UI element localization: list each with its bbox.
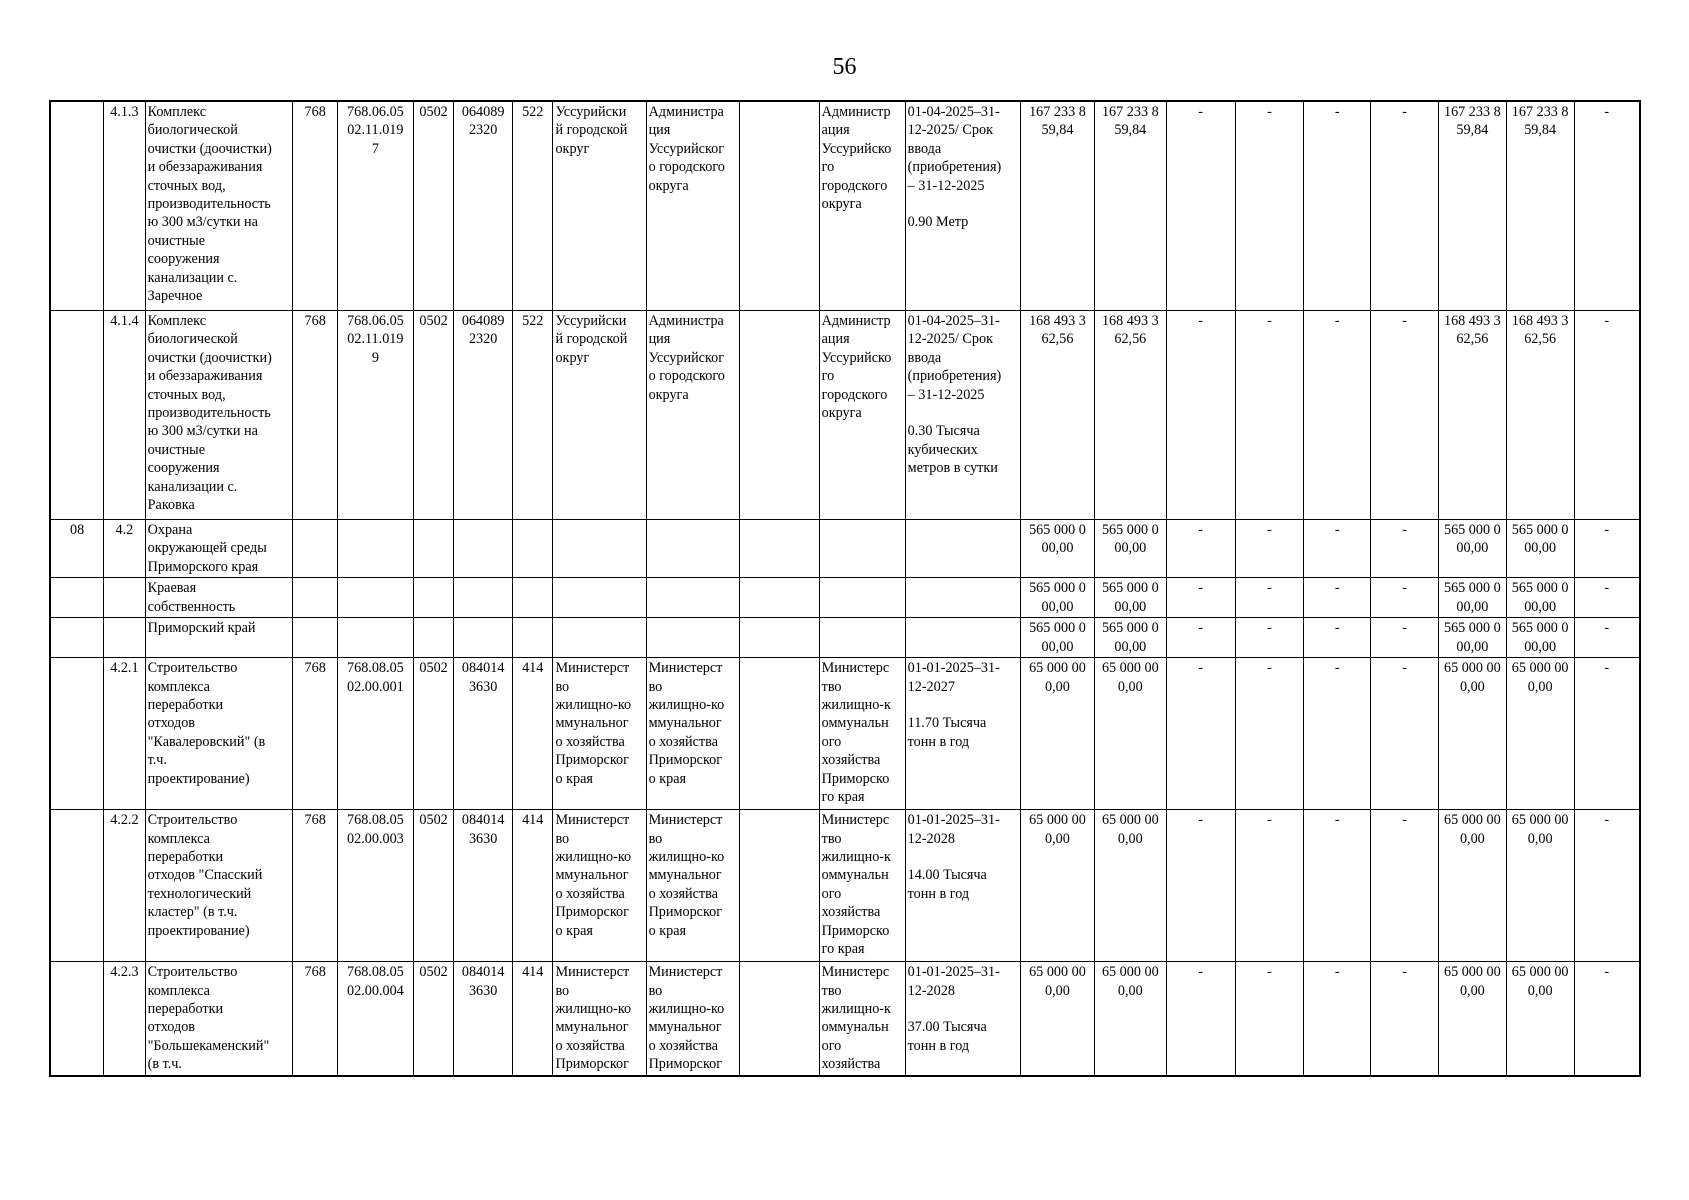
item-number-cell: 4.2.2	[104, 810, 145, 962]
amount-cell: 65 000 00 0,00	[1438, 962, 1506, 1076]
dash-cell: -	[1371, 578, 1439, 618]
dash-cell: -	[1166, 101, 1235, 311]
section-subsection-cell: 0502	[413, 658, 453, 810]
dash-cell: -	[1574, 962, 1640, 1076]
customer-cell: Администра ция Уссурийског о городского округа	[646, 101, 739, 311]
item-number-cell	[104, 578, 145, 618]
section-code-cell	[50, 311, 104, 520]
amount-cell: 565 000 0 00,00	[1094, 578, 1166, 618]
dash-cell: -	[1166, 962, 1235, 1076]
grbs-code-cell: 768	[293, 311, 338, 520]
dash-cell: -	[1166, 658, 1235, 810]
amount-cell: 565 000 0 00,00	[1438, 578, 1506, 618]
dash-cell: -	[1304, 962, 1371, 1076]
dash-cell: -	[1371, 311, 1439, 520]
item-name-cell: Приморский край	[145, 618, 293, 658]
section-code-cell	[50, 618, 104, 658]
grbs-code-cell	[293, 578, 338, 618]
amount-cell: 565 000 0 00,00	[1021, 618, 1095, 658]
dash-cell: -	[1166, 311, 1235, 520]
amount-cell: 168 493 3 62,56	[1021, 311, 1095, 520]
amount-cell: 565 000 0 00,00	[1438, 520, 1506, 578]
object-code-cell: 768.06.05 02.11.019 9	[337, 311, 413, 520]
target-article-cell: 064089 2320	[454, 101, 513, 311]
section-code-cell	[50, 658, 104, 810]
empty-cell	[739, 618, 819, 658]
amount-cell: 565 000 0 00,00	[1506, 520, 1574, 578]
target-article-cell	[454, 578, 513, 618]
dash-cell: -	[1371, 810, 1439, 962]
amount-cell: 167 233 8 59,84	[1094, 101, 1166, 311]
target-article-cell	[454, 618, 513, 658]
dash-cell: -	[1574, 520, 1640, 578]
terms-capacity-cell: 01-04-2025–31- 12-2025/ Срок ввода (приобретения) – 31-12-2025 0.90 Метр	[905, 101, 1020, 311]
dash-cell: -	[1371, 618, 1439, 658]
amount-cell: 65 000 00 0,00	[1094, 810, 1166, 962]
amount-cell: 65 000 00 0,00	[1506, 658, 1574, 810]
amount-cell: 65 000 00 0,00	[1506, 810, 1574, 962]
amount-cell: 65 000 00 0,00	[1094, 658, 1166, 810]
expense-type-cell: 522	[512, 101, 552, 311]
dash-cell: -	[1235, 810, 1304, 962]
object-code-cell	[337, 578, 413, 618]
dash-cell: -	[1235, 658, 1304, 810]
section-subsection-cell: 0502	[413, 962, 453, 1076]
section-subsection-cell: 0502	[413, 810, 453, 962]
object-code-cell: 768.08.05 02.00.004	[337, 962, 413, 1076]
object-code-cell	[337, 520, 413, 578]
empty-cell	[739, 578, 819, 618]
dash-cell: -	[1574, 578, 1640, 618]
target-article-cell: 084014 3630	[454, 962, 513, 1076]
dash-cell: -	[1235, 311, 1304, 520]
grbs-code-cell	[293, 520, 338, 578]
location-cell	[553, 578, 646, 618]
customer-cell	[646, 520, 739, 578]
dash-cell: -	[1166, 578, 1235, 618]
table-row	[50, 810, 1640, 962]
amount-cell: 168 493 3 62,56	[1094, 311, 1166, 520]
item-name-cell: Комплекс биологической очистки (доочистки) и обеззараживания сточных вод, производительность ю 300 м3/сутки на очистные сооружения канализации с. Заречное	[145, 101, 293, 311]
dash-cell: -	[1235, 962, 1304, 1076]
executor-cell: Администр ация Уссурийско го городского округа	[819, 101, 905, 311]
item-name-cell: Строительство комплекса переработки отходов "Спасский технологический кластер" (в т.ч. проектирование)	[145, 810, 293, 962]
dash-cell: -	[1574, 810, 1640, 962]
executor-cell: Министерс тво жилищно-к оммунальн ого хозяйства	[819, 962, 905, 1076]
location-cell	[553, 520, 646, 578]
empty-cell	[739, 520, 819, 578]
executor-cell	[819, 520, 905, 578]
location-cell: Уссурийски й городской округ	[553, 101, 646, 311]
dash-cell: -	[1371, 520, 1439, 578]
amount-cell: 65 000 00 0,00	[1021, 962, 1095, 1076]
item-name-cell: Строительство комплекса переработки отходов "Большекаменский" (в т.ч.	[145, 962, 293, 1076]
item-number-cell: 4.2	[104, 520, 145, 578]
terms-capacity-cell	[905, 618, 1020, 658]
dash-cell: -	[1574, 658, 1640, 810]
dash-cell: -	[1371, 101, 1439, 311]
location-cell: Уссурийски й городской округ	[553, 311, 646, 520]
amount-cell: 65 000 00 0,00	[1438, 658, 1506, 810]
section-subsection-cell	[413, 618, 453, 658]
amount-cell: 65 000 00 0,00	[1094, 962, 1166, 1076]
location-cell: Министерст во жилищно-ко ммунальног о хозяйства Приморског	[553, 962, 646, 1076]
expense-type-cell	[512, 578, 552, 618]
executor-cell: Министерс тво жилищно-к оммунальн ого хозяйства Приморско го края	[819, 810, 905, 962]
section-code-cell	[50, 578, 104, 618]
dash-cell: -	[1235, 101, 1304, 311]
empty-cell	[739, 962, 819, 1076]
executor-cell: Министерс тво жилищно-к оммунальн ого хозяйства Приморско го края	[819, 658, 905, 810]
empty-cell	[739, 101, 819, 311]
customer-cell: Министерст во жилищно-ко ммунальног о хозяйства Приморског о края	[646, 810, 739, 962]
dash-cell: -	[1304, 578, 1371, 618]
amount-cell: 65 000 00 0,00	[1021, 810, 1095, 962]
table-row	[50, 962, 1640, 1076]
dash-cell: -	[1166, 810, 1235, 962]
section-subsection-cell: 0502	[413, 311, 453, 520]
customer-cell: Министерст во жилищно-ко ммунальног о хозяйства Приморског	[646, 962, 739, 1076]
dash-cell: -	[1235, 618, 1304, 658]
customer-cell	[646, 618, 739, 658]
object-code-cell: 768.08.05 02.00.001	[337, 658, 413, 810]
dash-cell: -	[1371, 962, 1439, 1076]
empty-cell	[739, 658, 819, 810]
section-subsection-cell	[413, 578, 453, 618]
amount-cell: 565 000 0 00,00	[1021, 520, 1095, 578]
section-subsection-cell: 0502	[413, 101, 453, 311]
section-code-cell	[50, 962, 104, 1076]
section-subsection-cell	[413, 520, 453, 578]
item-number-cell	[104, 618, 145, 658]
grbs-code-cell	[293, 618, 338, 658]
customer-cell: Администра ция Уссурийског о городского округа	[646, 311, 739, 520]
location-cell	[553, 618, 646, 658]
item-name-cell: Краевая собственность	[145, 578, 293, 618]
dash-cell: -	[1304, 520, 1371, 578]
target-article-cell: 064089 2320	[454, 311, 513, 520]
expense-type-cell	[512, 618, 552, 658]
section-code-cell	[50, 101, 104, 311]
page-number: 56	[832, 54, 857, 80]
item-name-cell: Строительство комплекса переработки отходов "Кавалеровский" (в т.ч. проектирование)	[145, 658, 293, 810]
item-number-cell: 4.2.3	[104, 962, 145, 1076]
target-article-cell: 084014 3630	[454, 658, 513, 810]
expense-type-cell	[512, 520, 552, 578]
customer-cell	[646, 578, 739, 618]
target-article-cell: 084014 3630	[454, 810, 513, 962]
dash-cell: -	[1574, 101, 1640, 311]
amount-cell: 65 000 00 0,00	[1021, 658, 1095, 810]
amount-cell: 65 000 00 0,00	[1506, 962, 1574, 1076]
amount-cell: 565 000 0 00,00	[1094, 618, 1166, 658]
section-code-cell	[50, 810, 104, 962]
amount-cell: 565 000 0 00,00	[1021, 578, 1095, 618]
object-code-cell	[337, 618, 413, 658]
empty-cell	[739, 810, 819, 962]
terms-capacity-cell	[905, 578, 1020, 618]
expense-type-cell: 414	[512, 658, 552, 810]
dash-cell: -	[1304, 618, 1371, 658]
table-row	[50, 520, 1640, 578]
dash-cell: -	[1574, 311, 1640, 520]
dash-cell: -	[1304, 311, 1371, 520]
section-code-cell: 08	[50, 520, 104, 578]
budget-table	[49, 100, 1641, 1077]
item-number-cell: 4.1.4	[104, 311, 145, 520]
expense-type-cell: 522	[512, 311, 552, 520]
dash-cell: -	[1304, 101, 1371, 311]
grbs-code-cell: 768	[293, 101, 338, 311]
dash-cell: -	[1304, 810, 1371, 962]
amount-cell: 565 000 0 00,00	[1506, 618, 1574, 658]
terms-capacity-cell: 01-01-2025–31- 12-2028 37.00 Тысяча тонн в год	[905, 962, 1020, 1076]
dash-cell: -	[1235, 578, 1304, 618]
dash-cell: -	[1166, 618, 1235, 658]
expense-type-cell: 414	[512, 962, 552, 1076]
amount-cell: 565 000 0 00,00	[1438, 618, 1506, 658]
dash-cell: -	[1235, 520, 1304, 578]
table-row	[50, 658, 1640, 810]
empty-cell	[739, 311, 819, 520]
dash-cell: -	[1371, 658, 1439, 810]
object-code-cell: 768.06.05 02.11.019 7	[337, 101, 413, 311]
dash-cell: -	[1304, 658, 1371, 810]
executor-cell	[819, 578, 905, 618]
target-article-cell	[454, 520, 513, 578]
item-number-cell: 4.2.1	[104, 658, 145, 810]
amount-cell: 167 233 8 59,84	[1506, 101, 1574, 311]
amount-cell: 565 000 0 00,00	[1506, 578, 1574, 618]
amount-cell: 168 493 3 62,56	[1438, 311, 1506, 520]
terms-capacity-cell	[905, 520, 1020, 578]
expense-type-cell: 414	[512, 810, 552, 962]
executor-cell	[819, 618, 905, 658]
table-row	[50, 311, 1640, 520]
amount-cell: 167 233 8 59,84	[1438, 101, 1506, 311]
location-cell: Министерст во жилищно-ко ммунальног о хозяйства Приморског о края	[553, 658, 646, 810]
terms-capacity-cell: 01-01-2025–31- 12-2028 14.00 Тысяча тонн в год	[905, 810, 1020, 962]
dash-cell: -	[1166, 520, 1235, 578]
object-code-cell: 768.08.05 02.00.003	[337, 810, 413, 962]
amount-cell: 65 000 00 0,00	[1438, 810, 1506, 962]
customer-cell: Министерст во жилищно-ко ммунальног о хозяйства Приморског о края	[646, 658, 739, 810]
grbs-code-cell: 768	[293, 962, 338, 1076]
table-row	[50, 618, 1640, 658]
terms-capacity-cell: 01-01-2025–31- 12-2027 11.70 Тысяча тонн в год	[905, 658, 1020, 810]
item-name-cell: Комплекс биологической очистки (доочистки) и обеззараживания сточных вод, производительность ю 300 м3/сутки на очистные сооружения канализации с. Раковка	[145, 311, 293, 520]
location-cell: Министерст во жилищно-ко ммунальног о хозяйства Приморског о края	[553, 810, 646, 962]
executor-cell: Администр ация Уссурийско го городского округа	[819, 311, 905, 520]
item-name-cell: Охрана окружающей среды Приморского края	[145, 520, 293, 578]
item-number-cell: 4.1.3	[104, 101, 145, 311]
table-row	[50, 101, 1640, 311]
dash-cell: -	[1574, 618, 1640, 658]
amount-cell: 168 493 3 62,56	[1506, 311, 1574, 520]
grbs-code-cell: 768	[293, 810, 338, 962]
terms-capacity-cell: 01-04-2025–31- 12-2025/ Срок ввода (приобретения) – 31-12-2025 0.30 Тысяча кубических метров в сутки	[905, 311, 1020, 520]
table-row	[50, 578, 1640, 618]
amount-cell: 565 000 0 00,00	[1094, 520, 1166, 578]
amount-cell: 167 233 8 59,84	[1021, 101, 1095, 311]
grbs-code-cell: 768	[293, 658, 338, 810]
